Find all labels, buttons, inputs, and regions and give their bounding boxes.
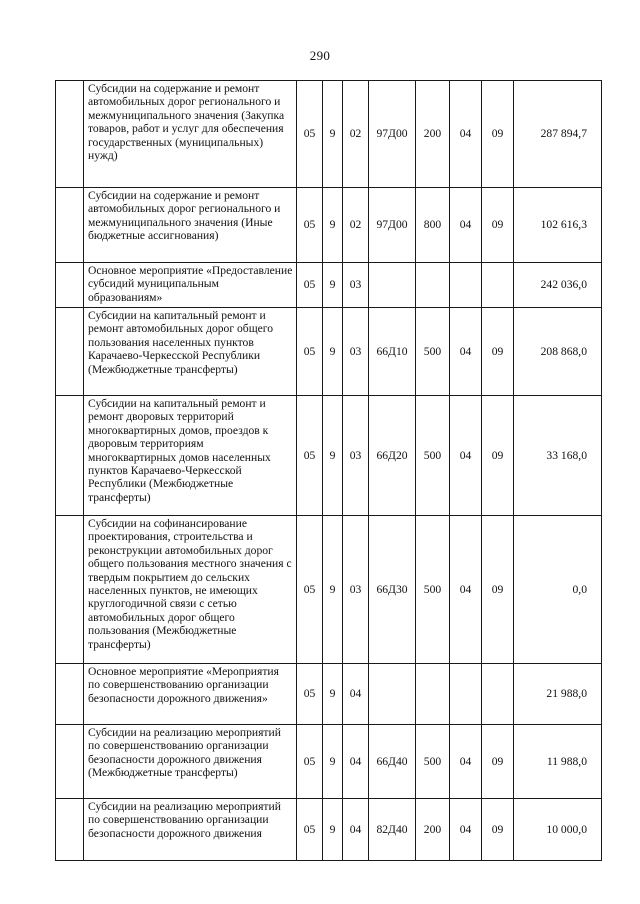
row-amount: 11 988,0 bbox=[514, 725, 602, 799]
row-number bbox=[56, 263, 84, 308]
code-division: 04 bbox=[450, 516, 482, 664]
row-number bbox=[56, 81, 84, 188]
row-name: Субсидии на софинансирование проектирования, строительства и реконструкции автомобильных дорог общего пользования местного значения с твердым покрытием до сельских населенных пунктов, не имеющих круглогодичной связи с сетью автомобильных дорог общего пользования (Межбюджетные трансферты) bbox=[84, 516, 297, 664]
code-subdivision bbox=[482, 263, 514, 308]
table-row bbox=[56, 799, 602, 861]
code-program: 9 bbox=[323, 725, 343, 799]
code-target: 66Д40 bbox=[369, 725, 416, 799]
code-subprogram: 02 bbox=[343, 81, 369, 188]
row-name: Субсидии на капитальный ремонт и ремонт автомобильных дорог общего пользования населенных пунктов Карачаево-Черкесской Республики (Межбюджетные трансферты) bbox=[84, 308, 297, 396]
code-subprogram: 04 bbox=[343, 799, 369, 861]
code-subprogram: 02 bbox=[343, 188, 369, 263]
table-row bbox=[56, 81, 602, 188]
code-target: 97Д00 bbox=[369, 188, 416, 263]
page-number: 290 bbox=[309, 48, 331, 63]
code-program: 9 bbox=[323, 263, 343, 308]
row-amount: 242 036,0 bbox=[514, 263, 602, 308]
code-subdivision: 09 bbox=[482, 308, 514, 396]
table-row bbox=[56, 188, 602, 263]
code-program: 9 bbox=[323, 308, 343, 396]
code-expense-type: 500 bbox=[416, 725, 450, 799]
code-expense-type bbox=[416, 263, 450, 308]
code-subdivision: 09 bbox=[482, 725, 514, 799]
code-expense-type bbox=[416, 664, 450, 725]
code-subprogram: 04 bbox=[343, 664, 369, 725]
code-section: 05 bbox=[297, 725, 323, 799]
code-subprogram: 04 bbox=[343, 725, 369, 799]
row-name: Субсидии на реализацию мероприятий по совершенствованию организации безопасности дорожного движения (Межбюджетные трансферты) bbox=[84, 725, 297, 799]
code-expense-type: 200 bbox=[416, 799, 450, 861]
row-amount: 208 868,0 bbox=[514, 308, 602, 396]
code-target bbox=[369, 664, 416, 725]
code-section: 05 bbox=[297, 188, 323, 263]
code-section: 05 bbox=[297, 396, 323, 516]
code-expense-type: 500 bbox=[416, 396, 450, 516]
row-number bbox=[56, 516, 84, 664]
row-amount: 21 988,0 bbox=[514, 664, 602, 725]
row-name: Основное мероприятие «Предоставление субсидий муниципальным образованиям» bbox=[84, 263, 297, 308]
budget-table bbox=[55, 80, 602, 861]
row-name: Основное мероприятие «Мероприятия по совершенствованию организации безопасности дорожного движения» bbox=[84, 664, 297, 725]
code-subprogram: 03 bbox=[343, 516, 369, 664]
code-program: 9 bbox=[323, 664, 343, 725]
code-division bbox=[450, 664, 482, 725]
code-section: 05 bbox=[297, 799, 323, 861]
code-division: 04 bbox=[450, 81, 482, 188]
code-target: 66Д30 bbox=[369, 516, 416, 664]
row-amount: 102 616,3 bbox=[514, 188, 602, 263]
code-expense-type: 500 bbox=[416, 308, 450, 396]
code-expense-type: 200 bbox=[416, 81, 450, 188]
code-subprogram: 03 bbox=[343, 308, 369, 396]
code-target bbox=[369, 263, 416, 308]
table-row bbox=[56, 263, 602, 308]
code-target: 66Д20 bbox=[369, 396, 416, 516]
row-amount: 10 000,0 bbox=[514, 799, 602, 861]
code-expense-type: 500 bbox=[416, 516, 450, 664]
code-program: 9 bbox=[323, 799, 343, 861]
code-subdivision: 09 bbox=[482, 799, 514, 861]
code-section: 05 bbox=[297, 664, 323, 725]
code-section: 05 bbox=[297, 516, 323, 664]
code-division bbox=[450, 263, 482, 308]
code-division: 04 bbox=[450, 308, 482, 396]
code-program: 9 bbox=[323, 516, 343, 664]
row-number bbox=[56, 308, 84, 396]
row-amount: 287 894,7 bbox=[514, 81, 602, 188]
table-row bbox=[56, 308, 602, 396]
table-row bbox=[56, 725, 602, 799]
row-name: Субсидии на реализацию мероприятий по совершенствованию организации безопасности дорожного движения bbox=[84, 799, 297, 861]
code-subdivision: 09 bbox=[482, 396, 514, 516]
row-amount: 33 168,0 bbox=[514, 396, 602, 516]
code-division: 04 bbox=[450, 188, 482, 263]
code-subdivision bbox=[482, 664, 514, 725]
code-target: 97Д00 bbox=[369, 81, 416, 188]
code-division: 04 bbox=[450, 396, 482, 516]
code-section: 05 bbox=[297, 308, 323, 396]
code-program: 9 bbox=[323, 396, 343, 516]
row-number bbox=[56, 396, 84, 516]
code-subprogram: 03 bbox=[343, 396, 369, 516]
code-subprogram: 03 bbox=[343, 263, 369, 308]
code-subdivision: 09 bbox=[482, 81, 514, 188]
code-program: 9 bbox=[323, 188, 343, 263]
table-row bbox=[56, 516, 602, 664]
code-division: 04 bbox=[450, 799, 482, 861]
table-row bbox=[56, 664, 602, 725]
code-program: 9 bbox=[323, 81, 343, 188]
row-number bbox=[56, 664, 84, 725]
code-target: 66Д10 bbox=[369, 308, 416, 396]
code-section: 05 bbox=[297, 81, 323, 188]
row-name: Субсидии на содержание и ремонт автомобильных дорог регионального и межмуниципального значения (Закупка товаров, работ и услуг для обеспечения государственных (муниципальных) нужд) bbox=[84, 81, 297, 188]
row-number bbox=[56, 725, 84, 799]
code-subdivision: 09 bbox=[482, 516, 514, 664]
code-division: 04 bbox=[450, 725, 482, 799]
row-amount: 0,0 bbox=[514, 516, 602, 664]
code-section: 05 bbox=[297, 263, 323, 308]
code-subdivision: 09 bbox=[482, 188, 514, 263]
code-target: 82Д40 bbox=[369, 799, 416, 861]
row-name: Субсидии на капитальный ремонт и ремонт дворовых территорий многоквартирных домов, проездов к дворовым территориям многоквартирных домов населенных пунктов Карачаево-Черкесской Республики (Межбюджетные трансферты) bbox=[84, 396, 297, 516]
row-name: Субсидии на содержание и ремонт автомобильных дорог регионального и межмуниципального значения (Иные бюджетные ассигнования) bbox=[84, 188, 297, 263]
code-expense-type: 800 bbox=[416, 188, 450, 263]
row-number bbox=[56, 188, 84, 263]
row-number bbox=[56, 799, 84, 861]
table-row bbox=[56, 396, 602, 516]
